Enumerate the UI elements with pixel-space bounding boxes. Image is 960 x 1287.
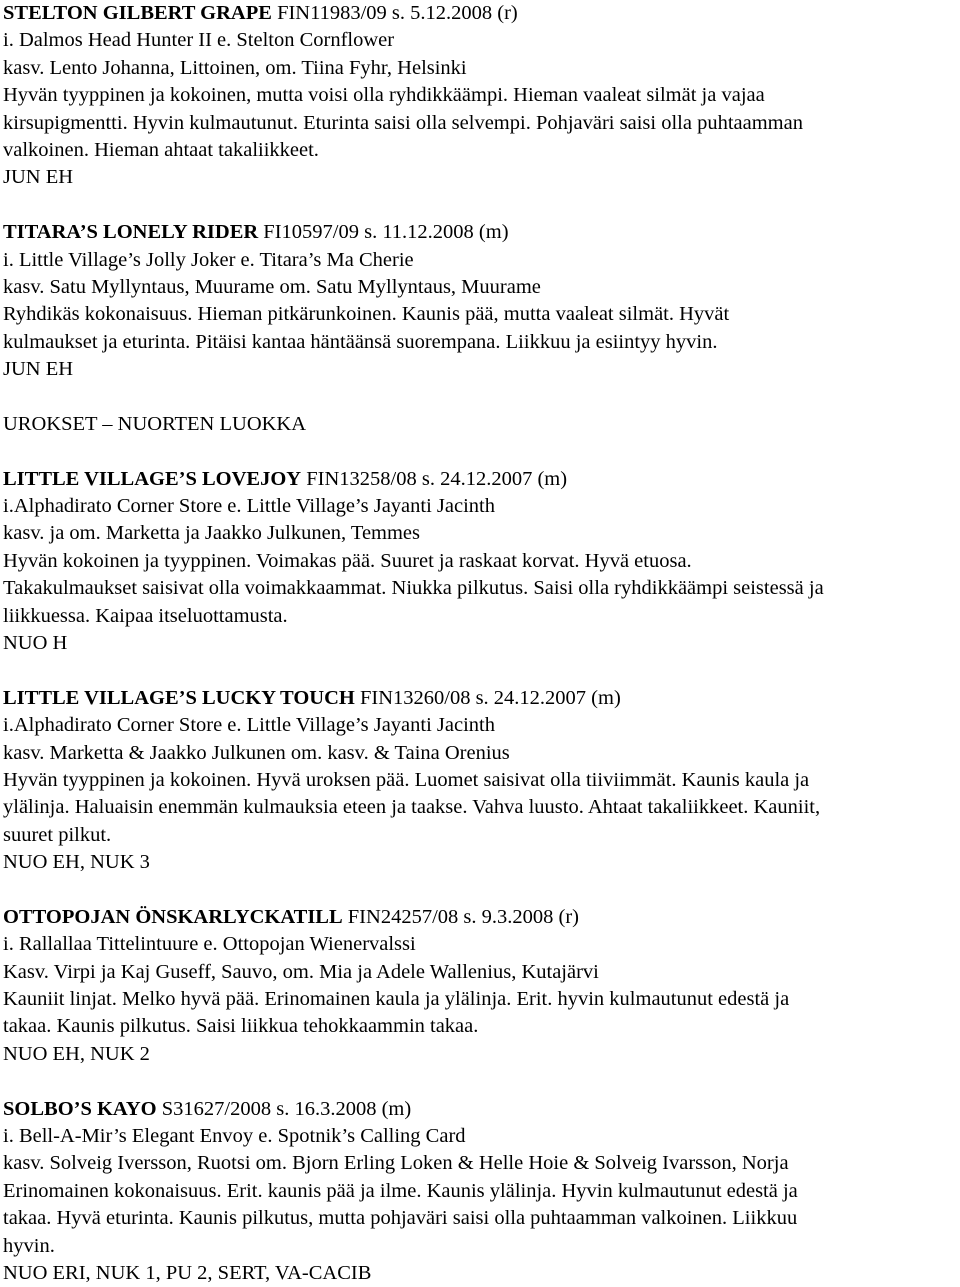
spacer (3, 877, 958, 904)
document-body (3, 0, 958, 1287)
entry-text-line: kasv. Satu Myllyntaus, Muurame om. Satu Myllyntaus, Muurame (3, 275, 541, 298)
entry-result: JUN EH (3, 166, 74, 189)
entry-text-line: ylälinja. Haluaisin enemmän kulmauksia eteen ja taakse. Vahva luusto. Ahtaat takaliikkeet. Kauniit, (3, 796, 821, 819)
spacer (3, 657, 958, 684)
entry-result: NUO H (3, 631, 68, 654)
registration-info: FIN13260/08 s. 24.12.2007 (m) (354, 686, 621, 709)
entry-text-line: kasv. Lento Johanna, Littoinen, om. Tiina Fyhr, Helsinki (3, 56, 467, 79)
entry-heading (3, 0, 958, 27)
entry-text-line: Kauniit linjat. Melko hyvä pää. Erinomainen kaula ja ylälinja. Erit. hyvin kulmautunut edestä ja (3, 988, 790, 1011)
entry-text-line: i.Alphadirato Corner Store e. Little Village’s Jayanti Jacinth (3, 495, 495, 518)
entry-result: NUO EH, NUK 3 (3, 851, 150, 874)
entry-text-line: kasv. Solveig Iversson, Ruotsi om. Bjorn Erling Loken & Helle Hoie & Solveig Ivarsson, Norja (3, 1152, 789, 1175)
dog-name: OTTOPOJAN ÖNSKARLYCKATILL (3, 905, 343, 928)
dog-name: LITTLE VILLAGE’S LOVEJOY (3, 467, 302, 490)
entry-heading (3, 466, 958, 493)
entry-heading (3, 1096, 958, 1123)
entry-text-line: liikkuessa. Kaipaa itseluottamusta. (3, 604, 288, 627)
entry-text-line: i.Alphadirato Corner Store e. Little Village’s Jayanti Jacinth (3, 714, 495, 737)
entry-text-line: i. Dalmos Head Hunter II e. Stelton Cornflower (3, 29, 395, 52)
spacer (3, 1068, 958, 1095)
entry-text-line: Erinomainen kokonaisuus. Erit. kaunis pää ja ilme. Kaunis ylälinja. Hyvin kulmautunut edestä ja (3, 1179, 798, 1202)
entry-result: NUO EH, NUK 2 (3, 1042, 150, 1065)
entry-text-line: Hyvän tyyppinen ja kokoinen. Hyvä uroksen pää. Luomet saisivat olla tiiviimmät. Kaunis kaula ja (3, 768, 810, 791)
entry-text-line: takaa. Hyvä eturinta. Kaunis pilkutus, mutta pohjaväri saisi olla puhtaamman valkoinen. Liikkuu (3, 1207, 798, 1230)
entry-heading (3, 685, 958, 712)
dog-entry (3, 1096, 958, 1287)
spacer (3, 438, 958, 465)
entry-text-line: Ryhdikäs kokonaisuus. Hieman pitkärunkoinen. Kaunis pää, mutta vaaleat silmät. Hyvät (3, 303, 730, 326)
entry-text-line: Kasv. Virpi ja Kaj Guseff, Sauvo, om. Mia ja Adele Wallenius, Kutajärvi (3, 960, 599, 983)
dog-entry (3, 904, 958, 1068)
entry-text-line: valkoinen. Hieman ahtaat takaliikkeet. (3, 138, 319, 161)
dog-entry (3, 466, 958, 658)
dog-entry (3, 219, 958, 383)
dog-name: TITARA’S LONELY RIDER (3, 221, 259, 244)
entry-result: NUO ERI, NUK 1, PU 2, SERT, VA-CACIB (3, 1261, 372, 1284)
entry-text-line: Hyvän tyyppinen ja kokoinen, mutta voisi olla ryhdikkäämpi. Hieman vaaleat silmät ja vajaa (3, 84, 765, 107)
registration-info: FIN24257/08 s. 9.3.2008 (r) (342, 905, 579, 928)
entry-text-line: i. Rallallaa Tittelintuure e. Ottopojan Wienervalssi (3, 933, 416, 956)
registration-info: FI10597/09 s. 11.12.2008 (m) (258, 221, 509, 244)
entry-text-line: Hyvän kokoinen ja tyyppinen. Voimakas pää. Suuret ja raskaat korvat. Hyvä etuosa. (3, 549, 692, 572)
entry-text-line: i. Little Village’s Jolly Joker e. Titara’s Ma Cherie (3, 248, 414, 271)
registration-info: FIN11983/09 s. 5.12.2008 (r) (271, 2, 518, 24)
spacer (3, 383, 958, 410)
entry-text-line: hyvin. (3, 1234, 55, 1257)
section-heading: UROKSET – NUORTEN LUOKKA (3, 412, 307, 435)
entry-result: JUN EH (3, 358, 74, 381)
entry-heading (3, 219, 958, 246)
dog-name: LITTLE VILLAGE’S LUCKY TOUCH (3, 686, 355, 709)
registration-info: S31627/2008 s. 16.3.2008 (m) (156, 1097, 412, 1120)
entry-text-line: kasv. Marketta & Jaakko Julkunen om. kasv. & Taina Orenius (3, 741, 510, 764)
entry-text-line: Takakulmaukset saisivat olla voimakkaammat. Niukka pilkutus. Saisi olla ryhdikkäämpi seistessä ja (3, 577, 824, 600)
entry-text-line: i. Bell-A-Mir’s Elegant Envoy e. Spotnik’s Calling Card (3, 1125, 466, 1148)
entry-heading (3, 904, 958, 931)
entry-text-line: suuret pilkut. (3, 823, 112, 846)
dog-name: SOLBO’S KAYO (3, 1097, 157, 1120)
entry-text-line: kirsupigmentti. Hyvin kulmautunut. Eturinta saisi olla selvempi. Pohjaväri saisi olla puhtaamman (3, 111, 803, 134)
registration-info: FIN13258/08 s. 24.12.2007 (m) (301, 467, 568, 490)
entry-text-line: takaa. Kaunis pilkutus. Saisi liikkua tehokkaammin takaa. (3, 1015, 479, 1038)
spacer (3, 192, 958, 219)
dog-entry (3, 0, 958, 192)
entry-text-line: kasv. ja om. Marketta ja Jaakko Julkunen, Temmes (3, 522, 421, 545)
entry-text-line: kulmaukset ja eturinta. Pitäisi kantaa häntäänsä suorempana. Liikkuu ja esiintyy hyvin. (3, 330, 718, 353)
dog-entry (3, 685, 958, 877)
dog-name: STELTON GILBERT GRAPE (3, 2, 272, 24)
